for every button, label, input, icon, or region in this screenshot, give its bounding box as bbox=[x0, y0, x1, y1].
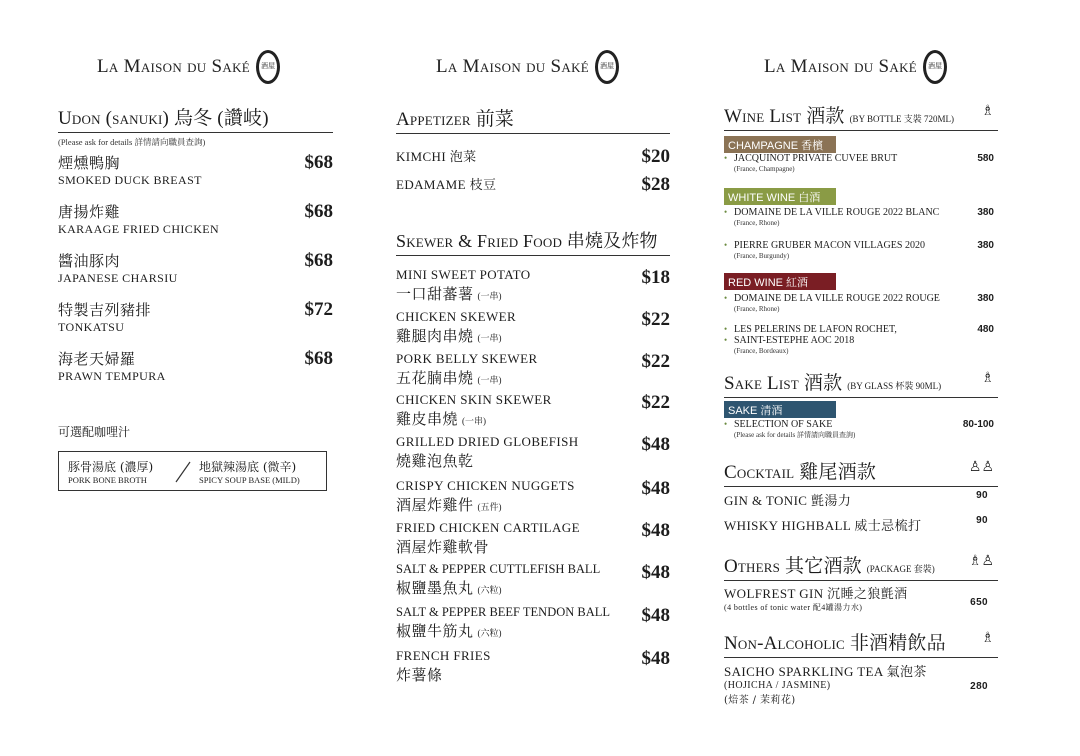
appetizer-title: Appetizer 前菜 bbox=[396, 104, 670, 134]
cocktail-item: GIN & TONIC 氈湯力 90 bbox=[724, 490, 988, 508]
menu-item: PORK BELLY SKEWER 五花腩串燒 (一串) $22 bbox=[396, 351, 670, 387]
soup-pork-bone: 豚骨湯底 (濃厚) PORK BONE BROTH bbox=[68, 460, 154, 485]
skewer-title: Skewer & Fried Food 串燒及炸物 bbox=[396, 227, 670, 256]
wine-title: Wine List 酒款 (BY BOTTLE 支裝 720ML) bbox=[724, 101, 998, 131]
menu-item bbox=[396, 174, 670, 193]
item-price: $20 bbox=[641, 146, 670, 167]
item-price: $28 bbox=[641, 174, 670, 195]
divider-slash bbox=[174, 460, 192, 484]
menu-item: CRISPY CHICKEN NUGGETS 酒屋炸雞件 (五件) $48 bbox=[396, 478, 670, 514]
bottle-icon: ♗ bbox=[981, 370, 994, 386]
menu-item: SALT & PEPPER CUTTLEFISH BALL 椒鹽墨魚丸 (六粒) $48 bbox=[396, 562, 670, 597]
menu-item: GRILLED DRIED GLOBEFISH 燒雞泡魚乾 $48 bbox=[396, 434, 670, 470]
sake-tag: SAKE 清酒 bbox=[724, 401, 836, 418]
bottle-glass-icon: ♗♙ bbox=[968, 553, 994, 569]
item-en: SMOKED DUCK BREAST bbox=[58, 173, 202, 187]
bottle-icon: ♗ bbox=[981, 103, 994, 119]
wine-item: • JACQUINOT PRIVATE CUVEE BRUT (France, Champagne) 580 bbox=[724, 153, 998, 175]
item-price: $68 bbox=[304, 348, 333, 369]
udon-note: (Please ask for details 詳情請向職員查詢) bbox=[58, 137, 206, 147]
cocktail-title: Cocktail 雞尾酒款 bbox=[724, 457, 998, 487]
udon-title: Udon (sanuki) 烏冬 (讚岐) bbox=[58, 103, 333, 133]
sake-title: Sake List 酒款 (BY GLASS 杯裝 90ML) bbox=[724, 368, 998, 398]
brand-logo-icon: 酒屋 bbox=[595, 50, 619, 84]
item-zh: 唐揚炸雞 bbox=[58, 203, 121, 221]
menu-item: MINI SWEET POTATO 一口甜蕃薯 (一串) $18 bbox=[396, 267, 670, 303]
menu-item bbox=[396, 146, 670, 165]
soup-spicy: 地獄辣湯底 (微辛) SPICY SOUP BASE (MILD) bbox=[199, 460, 300, 485]
menu-item bbox=[58, 250, 333, 286]
menu-item: SALT & PEPPER BEEF TENDON BALL 椒鹽牛筋丸 (六粒) $48 bbox=[396, 605, 670, 640]
menu-item bbox=[58, 299, 333, 335]
brand-header-2 bbox=[436, 42, 619, 92]
red-wine-tag: RED WINE 紅酒 bbox=[724, 273, 836, 290]
wine-item: • PIERRE GRUBER MACON VILLAGES 2020 (France, Burgundy) 380 bbox=[724, 240, 998, 262]
brand-header-1 bbox=[97, 42, 280, 92]
wine-item: • DOMAINE DE LA VILLE ROUGE 2022 ROUGE (France, Rhone) 380 bbox=[724, 293, 998, 315]
item-price: $68 bbox=[304, 250, 333, 271]
item-zh: 海老天婦羅 bbox=[58, 350, 136, 368]
item-price: $68 bbox=[304, 152, 333, 173]
menu-item bbox=[58, 152, 333, 188]
item-price: $68 bbox=[304, 201, 333, 222]
item-label: EDAMAME 枝豆 bbox=[396, 177, 497, 192]
non-alcoholic-title: Non-Alcoholic 非酒精飲品 bbox=[724, 628, 998, 658]
menu-item: CHICKEN SKEWER 雞腿肉串燒 (一串) $22 bbox=[396, 309, 670, 345]
item-en: KARAAGE FRIED CHICKEN bbox=[58, 222, 220, 236]
menu-item bbox=[58, 201, 333, 237]
glasses-icon: ♙♙ bbox=[968, 459, 994, 475]
item-en: JAPANESE CHARSIU bbox=[58, 271, 178, 285]
item-zh: 醬油豚肉 bbox=[58, 252, 121, 270]
soup-options-box bbox=[58, 451, 327, 491]
wine-item: • LES PELERINS DE LAFON ROCHET, • SAINT-ESTEPHE AOC 2018 (France, Bordeaux) 480 bbox=[724, 324, 998, 357]
white-wine-tag: WHITE WINE 白酒 bbox=[724, 188, 836, 205]
brand-header-3 bbox=[764, 42, 947, 92]
menu-item bbox=[58, 348, 333, 384]
wine-item: • DOMAINE DE LA VILLE ROUGE 2022 BLANC (France, Rhone) 380 bbox=[724, 207, 998, 229]
item-label: KIMCHI 泡菜 bbox=[396, 149, 477, 164]
non-alcoholic-item: SAICHO SPARKLING TEA 氣泡茶 (HOJICHA / JASMINE) (焙茶 / 茉莉花) 280 bbox=[724, 664, 988, 706]
item-zh: 特製吉列豬排 bbox=[58, 301, 152, 319]
item-en: PRAWN TEMPURA bbox=[58, 369, 166, 383]
brand-name: La Maison du Saké bbox=[436, 56, 590, 77]
sake-item: • SELECTION OF SAKE (Please ask for details 詳情請向職員查詢) 80-100 bbox=[724, 419, 998, 441]
item-en: TONKATSU bbox=[58, 320, 125, 334]
others-item: WOLFREST GIN 沉睡之狼氈酒 (4 bottles of tonic water 配4罐湯力水) 650 bbox=[724, 586, 988, 612]
menu-item: CHICKEN SKIN SKEWER 雞皮串燒 (一串) $22 bbox=[396, 392, 670, 428]
brand-name: La Maison du Saké bbox=[764, 56, 918, 77]
bottle-icon: ♗ bbox=[981, 630, 994, 646]
brand-logo-icon: 酒屋 bbox=[256, 50, 280, 84]
others-title: Others 其它酒款 (PACKAGE 套裝) bbox=[724, 551, 998, 581]
curry-option: 可選配咖哩汁 bbox=[58, 425, 131, 439]
menu-item: FRIED CHICKEN CARTILAGE 酒屋炸雞軟骨 $48 bbox=[396, 520, 670, 556]
champagne-tag: CHAMPAGNE 香檳 bbox=[724, 136, 836, 153]
item-price: $72 bbox=[304, 299, 333, 320]
cocktail-item: WHISKY HIGHBALL 威士忌梳打 90 bbox=[724, 515, 988, 533]
brand-logo-icon: 酒屋 bbox=[923, 50, 947, 84]
brand-name: La Maison du Saké bbox=[97, 56, 251, 77]
menu-item: FRENCH FRIES 炸薯條 $48 bbox=[396, 648, 670, 684]
item-zh: 煙燻鴨胸 bbox=[58, 154, 121, 172]
